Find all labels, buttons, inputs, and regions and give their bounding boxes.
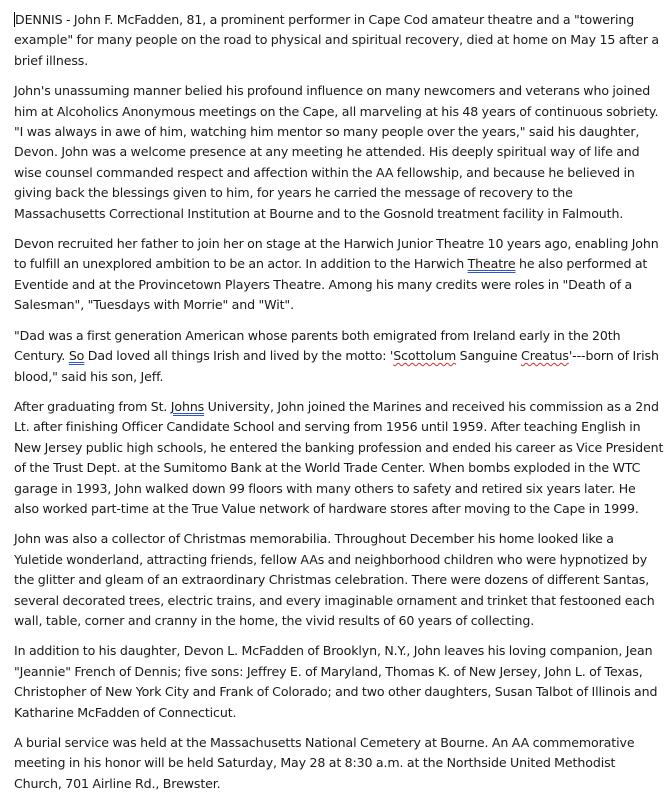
grammar-flag-johns[interactable]: Johns <box>170 398 205 414</box>
spelling-flag-scottolum[interactable]: Scottolum <box>393 348 457 364</box>
paragraph-2-text: John's unassuming manner belied his profound influence on many newcomers and veterans who joined him at Alcoholics Anonymous meetings on the Cape, all marveling at his 48 years of continuous sobriety. "I was always in awe of him, watching him mentor so many people over the years," said his daughter, Devon. John was a welcome presence at any meeting he attended. His deeply spiritual way of life and wise counsel commanded respect and affection within the AA fellowship, and because he believed in giving back the blessings given to him, for years he carried the message of recovery to the Massachusetts Correctional Institution at Bourne and to the Gosnold treatment facility in Falmouth. <box>14 83 659 221</box>
paragraph-4 <box>14 326 664 387</box>
paragraph-5-text-before: After graduating from St. <box>14 398 171 414</box>
paragraph-2 <box>14 81 664 224</box>
paragraph-3-text-before: Devon recruited her father to join her on stage at the Harwich Junior Theatre 10 years ago, enabling John to fulfill an unexplored ambition to be an actor. In addition to the Harwich <box>14 236 659 272</box>
grammar-flag-theatre[interactable]: Theatre <box>467 256 516 272</box>
paragraph-1-text: DENNIS - John F. McFadden, 81, a prominent performer in Cape Cod amateur theatre and a "towering example" for many people on the road to physical and spiritual recovery, died at home on May 15 after a brief illness. <box>14 12 659 68</box>
paragraph-8-text: A burial service was held at the Massachusetts National Cemetery at Bourne. An AA commemorative meeting in his honor will be held Saturday, May 28 at 8:30 a.m. at the Northside United Methodist Church, 701 Airline Rd., Brewster. <box>14 735 635 791</box>
paragraph-8 <box>14 733 664 794</box>
paragraph-6 <box>14 529 664 631</box>
paragraph-4-text-part1: "Dad was a first generation American whose parents both emigrated from Ireland early in the 20th Century. <box>14 327 621 364</box>
paragraph-4-text-part2: Dad loved all things Irish and lived by the motto: ' <box>84 348 394 364</box>
paragraph-4-text-part4: '---born of Irish blood," said his son, Jeff. <box>14 348 659 384</box>
paragraph-6-text: John was also a collector of Christmas memorabilia. Throughout December his home looked like a Yuletide wonderland, attracting friends, fellow AAs and neighborhood children who were hypnotized by the glitter and gleam of an extraordinary Christmas celebration. There were dozens of different Santas, several decorated trees, electric trains, and every imaginable ornament and trinket that festooned each wall, table, corner and cranny in the home, the vivid results of 60 years of collecting. <box>14 531 655 628</box>
paragraph-3-text-after: he also performed at Eventide and at the Provincetown Players Theatre. Among his many credits were roles in "Death of a Salesman", "Tuesdays with Morrie" and "Wit". <box>14 256 648 313</box>
paragraph-7-text: In addition to his daughter, Devon L. McFadden of Brooklyn, N.Y., John leaves his loving companion, Jean "Jeannie" French of Dennis; five sons: Jeffrey E. of Maryland, Thomas K. of New Jersey, John L. of Texas, Christopher of New York City and Frank of Colorado; and two other daughters, Susan Talbot of Illinois and Katharine McFadden of Connecticut. <box>14 643 658 720</box>
paragraph-4-text-part3: Sanguine <box>456 348 522 364</box>
paragraph-1 <box>14 10 664 71</box>
spelling-flag-creatus[interactable]: Creatus <box>521 348 569 364</box>
grammar-flag-so[interactable]: So <box>68 348 85 364</box>
document-body[interactable] <box>14 10 664 804</box>
paragraph-5 <box>14 397 664 519</box>
paragraph-3 <box>14 234 664 316</box>
paragraph-7 <box>14 641 664 723</box>
paragraph-5-text-after: University, John joined the Marines and received his commission as a 2nd Lt. after finishing Officer Candidate School and serving from 1956 until 1959. After teaching English in New Jersey public high schools, he entered the banking profession and ended his career as Vice President of the Trust Dept. at the Sumitomo Bank at the World Trade Center. When bombs exploded in the WTC garage in 1993, John walked down 99 floors with many others to safety and retired six years later. He also worked part-time at the True Value network of hardware stores after moving to the Cape in 1999. <box>14 398 664 516</box>
